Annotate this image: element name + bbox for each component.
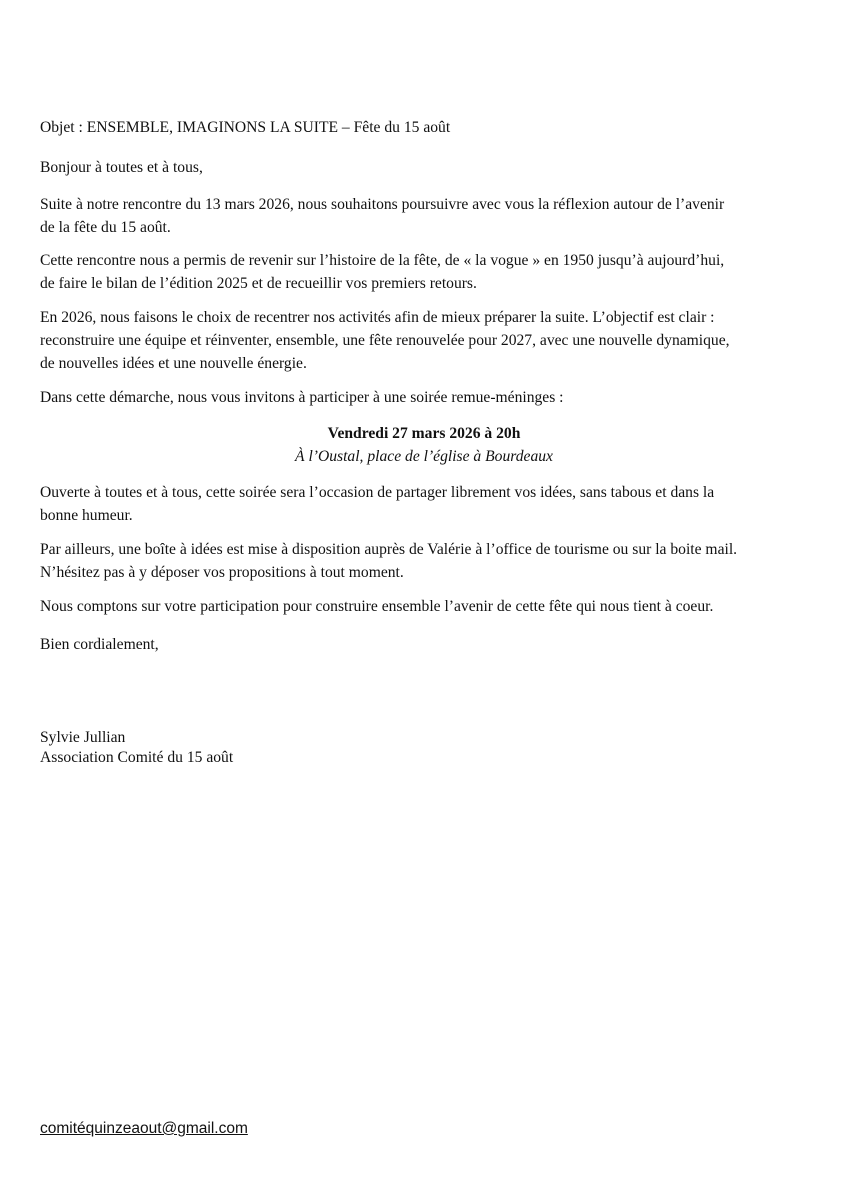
text-line: N’hésitez pas à y déposer vos propositions à tout moment.	[40, 564, 404, 581]
paragraph-objective	[40, 306, 730, 375]
text-line: bonne humeur.	[40, 507, 133, 524]
paragraph-participation	[40, 595, 713, 618]
text-line: Dans cette démarche, nous vous invitons à participer à une soirée remue-méninges :	[40, 389, 564, 406]
paragraph-open	[40, 481, 714, 527]
paragraph-invitation	[40, 386, 564, 409]
text-line: de nouvelles idées et une nouvelle énergie.	[40, 355, 307, 372]
greeting: Bonjour à toutes et à tous,	[40, 159, 203, 176]
text-line: Ouverte à toutes et à tous, cette soirée sera l’occasion de partager librement vos idées, sans tabous et dans la	[40, 484, 715, 501]
text-line: En 2026, nous faisons le choix de recentrer nos activités afin de mieux préparer la suite. L’objectif est clair :	[40, 309, 715, 326]
paragraph-idea-box	[40, 538, 737, 584]
closing: Bien cordialement,	[40, 636, 159, 653]
text-line: Par ailleurs, une boîte à idées est mise à disposition auprès de Valérie à l’office de tourisme ou sur la boite mail.	[40, 541, 738, 558]
event-place: À l’Oustal, place de l’église à Bourdeaux	[295, 448, 553, 465]
footer-email-link[interactable]: comitéquinzeaout@gmail.com	[40, 1120, 248, 1137]
text-line: Cette rencontre nous a permis de revenir sur l’histoire de la fête, de « la vogue » en 1950 jusqu’à aujourd’hui,	[40, 252, 725, 269]
signature	[40, 728, 233, 768]
text-line: Suite à notre rencontre du 13 mars 2026, nous souhaitons poursuivre avec vous la réflexion autour de l’avenir	[40, 196, 725, 213]
text-line: Nous comptons sur votre participation pour construire ensemble l’avenir de cette fête qui nous tient à coeur.	[40, 598, 714, 615]
signature-org: Association Comité du 15 août	[40, 749, 234, 766]
event-date: Vendredi 27 mars 2026 à 20h	[327, 425, 521, 442]
paragraph-intro	[40, 193, 724, 239]
signature-name: Sylvie Jullian	[40, 729, 126, 746]
subject-line: Objet : ENSEMBLE, IMAGINONS LA SUITE – Fête du 15 août	[40, 119, 451, 136]
paragraph-history	[40, 249, 724, 295]
text-line: de faire le bilan de l’édition 2025 et de recueillir vos premiers retours.	[40, 275, 477, 292]
event-block	[0, 422, 848, 468]
text-line: reconstruire une équipe et réinventer, ensemble, une fête renouvelée pour 2027, avec une nouvelle dynamique,	[40, 332, 730, 349]
text-line: de la fête du 15 août.	[40, 219, 171, 236]
